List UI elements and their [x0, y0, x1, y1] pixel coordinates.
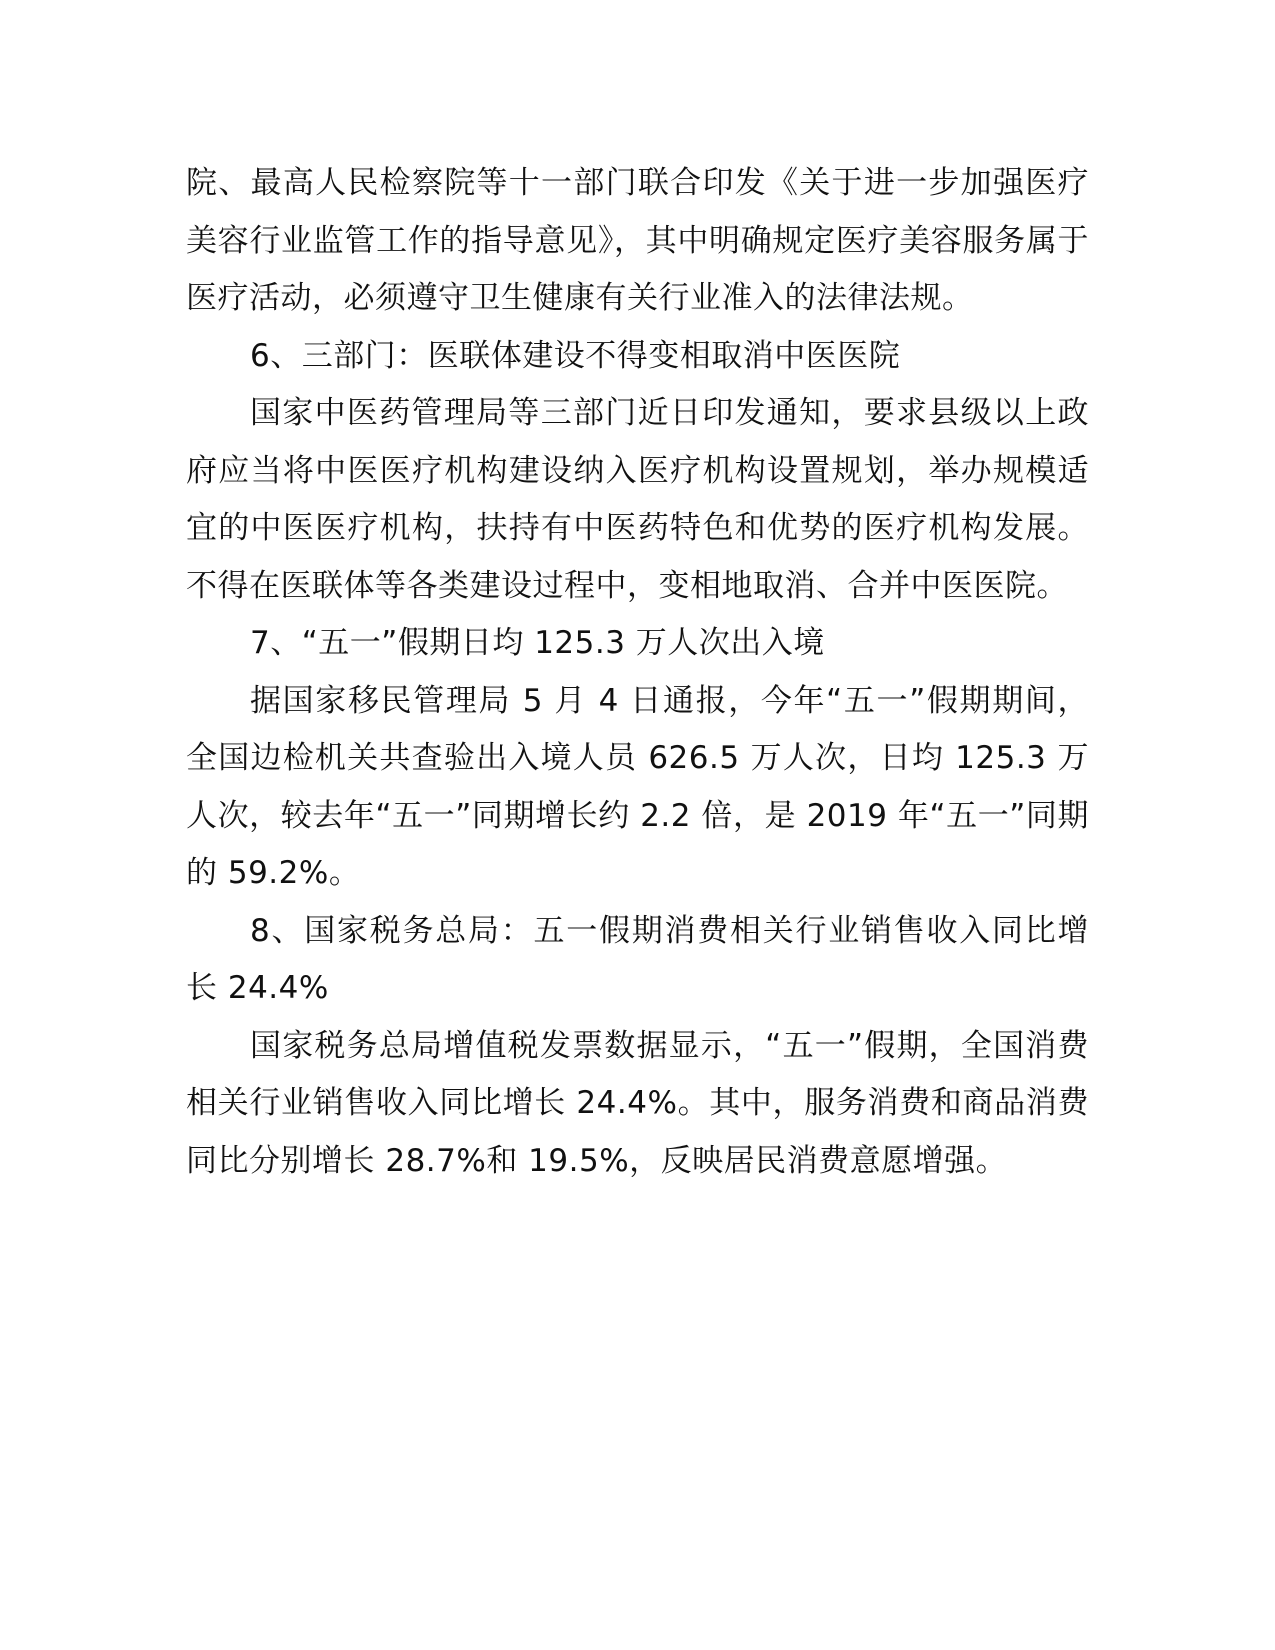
document-page	[186, 155, 1089, 1190]
paragraph-item-7: 据国家移民管理局 5 月 4 日通报，今年“五一”假期期间，全国边检机关共查验出入境人员 626.5 万人次，日均 125.3 万人次，较去年“五一”同期增长约 2.2 倍，是 2019 年“五一”同期的 59.2%。	[186, 682, 1089, 891]
paragraph-item-8: 国家税务总局增值税发票数据显示，“五一”假期，全国消费相关行业销售收入同比增长 24.4%。其中，服务消费和商品消费同比分别增长 28.7%和 19.5%，反映居民消费意愿增强。	[186, 1027, 1089, 1179]
heading-item-6: 6、三部门：医联体建设不得变相取消中医医院	[250, 337, 901, 374]
paragraph-continuation: 院、最高人民检察院等十一部门联合印发《关于进一步加强医疗美容行业监管工作的指导意见》，其中明确规定医疗美容服务属于医疗活动，必须遵守卫生健康有关行业准入的法律法规。	[186, 165, 1089, 316]
heading-item-7: 7、“五一”假期日均 125.3 万人次出入境	[250, 625, 825, 661]
heading-item-8: 8、国家税务总局：五一假期消费相关行业销售收入同比增长 24.4%	[186, 912, 1089, 1006]
paragraph-item-6: 国家中医药管理局等三部门近日印发通知，要求县级以上政府应当将中医医疗机构建设纳入医疗机构设置规划，举办规模适宜的中医医疗机构，扶持有中医药特色和优势的医疗机构发展。不得在医联体等各类建设过程中，变相地取消、合并中医医院。	[186, 395, 1089, 604]
